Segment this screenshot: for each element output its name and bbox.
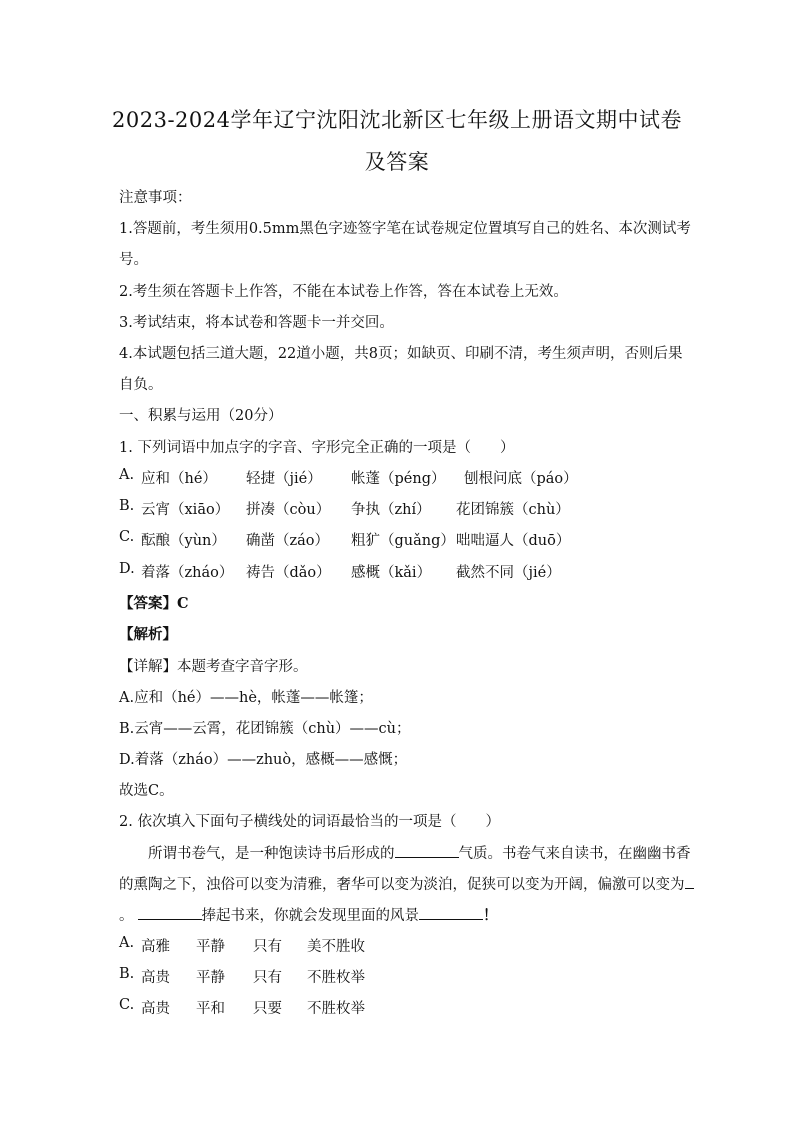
option-item: 花团锦簇（chù） — [456, 502, 570, 518]
option-item: 酝酿（yùn） — [141, 533, 226, 549]
passage-text: 捧起书来，你就会发现里面的风景 — [201, 908, 419, 924]
q2-passage-line-3 — [119, 904, 498, 925]
option-item: 争执（zhí） — [351, 502, 431, 518]
option-item: 确凿（záo） — [246, 533, 330, 549]
option-label: B. — [119, 966, 135, 982]
q1-analysis-line: D.着落（zháo）——zhuò，感概——感慨； — [119, 752, 408, 768]
fill-blank-3 — [138, 905, 202, 920]
fill-blank-1 — [395, 843, 459, 858]
question-1-stem: 1. 下列词语中加点字的字音、字形完全正确的一项是（ ） — [119, 440, 515, 456]
option-item: 平静 — [196, 939, 225, 955]
option-label: C. — [119, 997, 135, 1013]
option-label: B. — [119, 498, 135, 514]
option-label: A. — [119, 935, 135, 951]
notice-item-3: 3.考试结束，将本试卷和答题卡一并交回。 — [119, 315, 394, 331]
notice-item-4b: 自负。 — [119, 377, 163, 393]
option-item: 云宵（xiāo） — [141, 502, 230, 518]
option-item: 高雅 — [141, 939, 170, 955]
q1-analysis-line: B.云宵——云霄，花团锦簇（chù）——cù； — [119, 721, 411, 737]
option-item: 只有 — [253, 970, 282, 986]
notice-item-1a: 1.答题前，考生须用0.5mm黑色字迹签字笔在试卷规定位置填写自己的姓名、本次测试考 — [119, 221, 691, 237]
fill-blank-2 — [685, 874, 694, 889]
option-label: D. — [119, 561, 135, 577]
option-item: 不胜枚举 — [307, 1001, 365, 1017]
q2-passage-line-2 — [119, 873, 694, 894]
option-label: C. — [119, 529, 135, 545]
option-item: 只要 — [253, 1001, 282, 1017]
notice-item-4a: 4.本试题包括三道大题，22道小题，共8页；如缺页、印刷不清，考生须声明，否则后果 — [119, 346, 683, 362]
passage-text: 所谓书卷气，是一种饱读诗书后形成的 — [148, 846, 395, 862]
option-item: 轻捷（jié） — [246, 471, 322, 487]
option-item: 平和 — [196, 1001, 225, 1017]
option-item: 应和（hé） — [141, 471, 217, 487]
option-item: 高贵 — [141, 1001, 170, 1017]
passage-text: 气质。书卷气来自读书，在幽幽书香 — [458, 846, 691, 862]
q1-analysis-heading: 【解析】 — [119, 626, 177, 643]
notice-heading: 注意事项： — [119, 190, 192, 206]
option-item: 平静 — [196, 970, 225, 986]
option-item: 着落（zháo） — [141, 565, 234, 581]
q1-detail: 【详解】本题考查字音字形。 — [119, 659, 308, 675]
option-label: A. — [119, 467, 135, 483]
section-heading: 一、积累与运用（20分） — [119, 408, 283, 424]
passage-text: 的熏陶之下，浊俗可以变为清雅，奢华可以变为淡泊，促狭可以变为开阔，偏激可以变为 — [119, 877, 685, 893]
option-item: 美不胜收 — [307, 939, 365, 955]
q1-answer: 【答案】C — [119, 595, 189, 612]
passage-text: ！ — [483, 907, 498, 924]
notice-item-2: 2.考生须在答题卡上作答，不能在本试卷上作答，答在本试卷上无效。 — [119, 284, 568, 300]
option-item: 不胜枚举 — [307, 970, 365, 986]
document-title-line2: 及答案 — [364, 150, 430, 174]
option-item: 刨根问底（páo） — [464, 471, 578, 487]
fill-blank-4 — [419, 905, 483, 920]
option-item: 帐蓬（péng） — [351, 471, 446, 487]
q2-passage-line-1 — [148, 842, 691, 863]
option-item: 拼凑（còu） — [246, 502, 331, 518]
q1-analysis-line: A.应和（hé）——hè，帐蓬——帐篷； — [119, 690, 373, 706]
document-title-line1: 2023-2024学年辽宁沈阳沈北新区七年级上册语文期中试卷 — [112, 108, 682, 132]
passage-text: 。 — [119, 908, 134, 924]
option-item: 咄咄逼人（duō） — [456, 533, 571, 549]
question-2-stem: 2. 依次填入下面句子横线处的词语最恰当的一项是（ ） — [119, 814, 500, 830]
option-item: 粗犷（guǎng） — [351, 533, 455, 549]
notice-item-1b: 号。 — [119, 252, 148, 268]
option-item: 祷告（dǎo） — [246, 565, 331, 581]
option-item: 高贵 — [141, 970, 170, 986]
option-item: 截然不同（jié） — [456, 565, 561, 581]
option-item: 只有 — [253, 939, 282, 955]
q1-conclusion: 故选C。 — [119, 783, 174, 799]
option-item: 感概（kǎi） — [351, 565, 432, 581]
